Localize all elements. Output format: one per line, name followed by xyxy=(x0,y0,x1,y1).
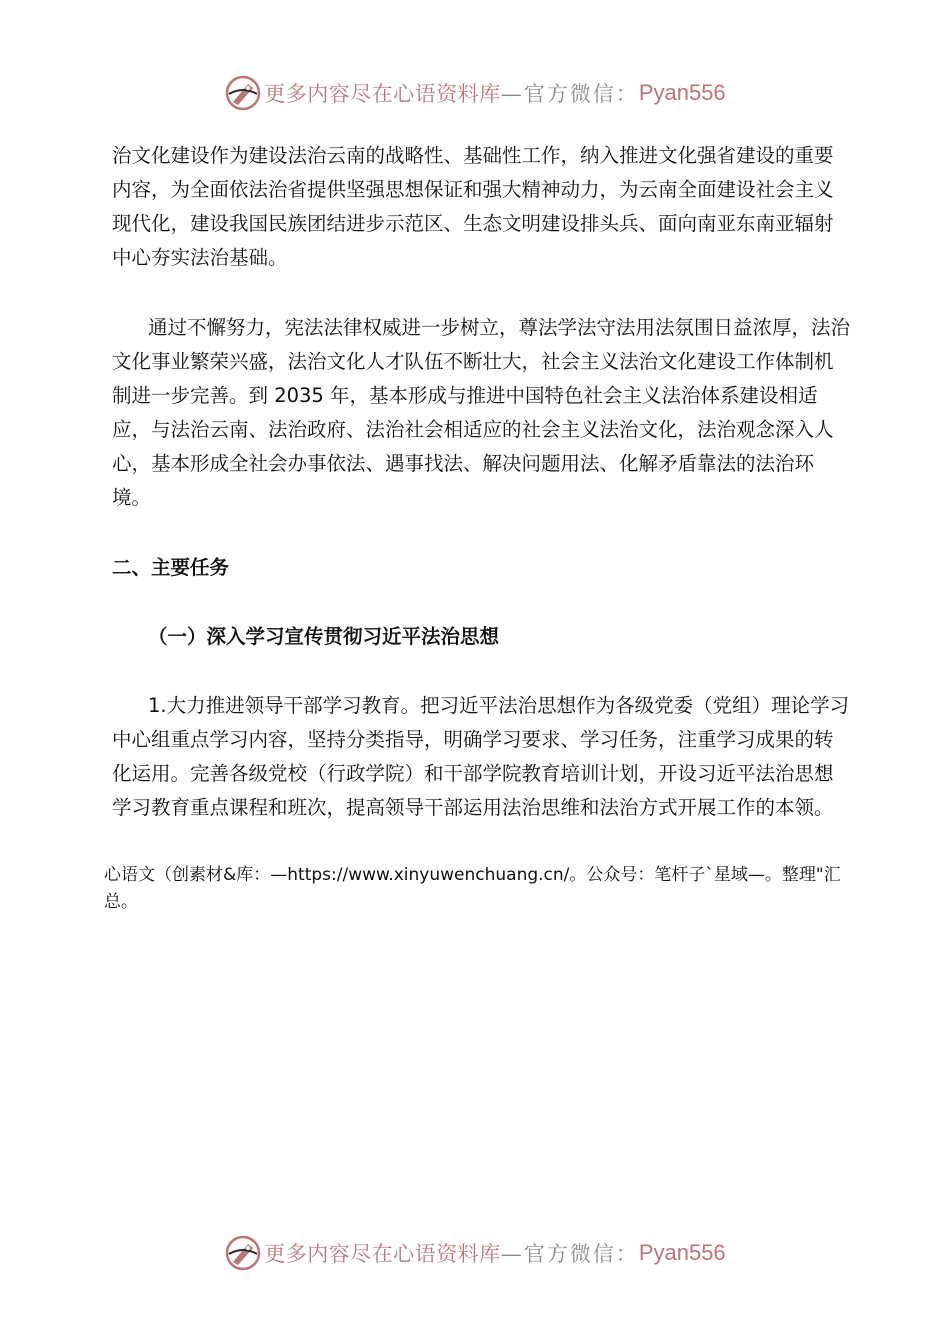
paragraph-1: 治文化建设作为建设法治云南的战略性、基础性工作，纳入推进文化强省建设的重要内容，为全面依法治省提供坚强思想保证和强大精神动力，为云南全面建设社会主义现代化，建设我国民族团结进步示范区、生态文明建设排头兵、面向南亚东南亚辐射中心夯实法治基础。 xyxy=(112,144,834,269)
paragraph-3: 1.大力推进领导干部学习教育。把习近平法治思想作为各级党委（党组）理论学习中心组重点学习内容，坚持分类指导，明确学习要求、学习任务，注重学习成果的转化运用。完善各级党校（行政学院）和干部学院教育培训计划，开设习近平法治思想学习教育重点课程和班次，提高领导干部运用法治思维和法治方式开展工作的本领。 xyxy=(112,694,850,819)
subsection-heading: （一）深入学习宣传贯彻习近平法治思想 xyxy=(148,625,500,648)
banner-slogan: 更多内容尽在心语资料库 xyxy=(264,1242,501,1266)
banner-wechat-label: —官方微信： xyxy=(500,82,639,106)
paragraph-2: 通过不懈努力，宪法法律权威进一步树立，尊法学法守法用法氛围日益浓厚，法治文化事业繁荣兴盛，法治文化人才队伍不断壮大，社会主义法治文化建设工作体制机制进一步完善。到 2035 年，基本形成与推进中国特色社会主义法治体系建设相适应，与法治云南、法治政府、法治社会相适应的社会主义法治文化，法治观念深入人心，基本形成全社会办事依法、遇事找法、解决问题用法、化解矛盾靠法的法治环境。 xyxy=(112,316,851,509)
banner-slogan: 更多内容尽在心语资料库 xyxy=(264,82,501,106)
section-heading: 二、主要任务 xyxy=(112,556,230,579)
banner-wechat-id: Pyan556 xyxy=(638,80,726,105)
pen-nib-logo-icon xyxy=(224,74,262,112)
banner-wechat-label: —官方微信： xyxy=(500,1242,639,1266)
header-banner xyxy=(0,68,950,118)
footer-banner xyxy=(0,1228,950,1278)
banner-wechat-id: Pyan556 xyxy=(638,1240,726,1265)
source-footnote: 心语文（创素材&库：—https://www.xinyuwenchuang.cn/。公众号：笔杆子`星域—。整理"汇总。 xyxy=(104,865,841,912)
pen-nib-logo-icon xyxy=(224,1234,262,1272)
